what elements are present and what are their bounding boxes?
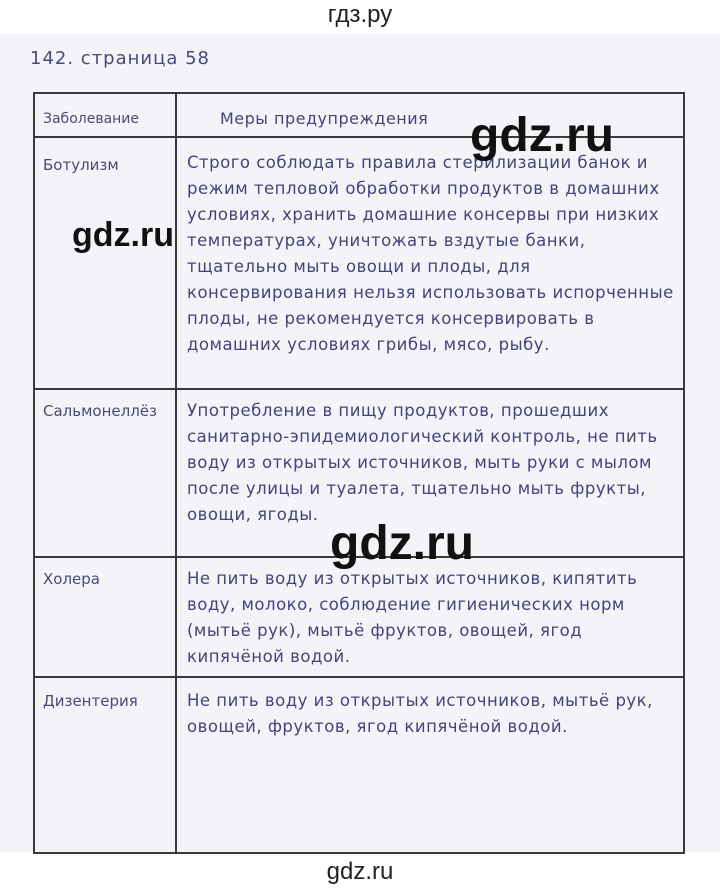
measures-cell: Употребление в пищу продуктов, прошедших санитарно-эпидемиологический контроль, не пить воду из открытых источников, мыть руки с мылом после улицы и туалета, тщательно мыть фрукты, овощи, ягоды. xyxy=(187,401,658,524)
measures-cell: Строго соблюдать правила стерилизации банок и режим тепловой обработки продуктов в домашних условиях, хранить домашние консервы при низких температурах, уничтожать вздутые банки, тщательно мыть овощи и плоды, для консервирования нельзя использовать испорченные плоды, не рекомендуется консервировать в домашних условиях грибы, мясо, рыбу. xyxy=(187,153,674,354)
page-heading: 142. страница 58 xyxy=(30,48,211,69)
measures-cell: Не пить воду из открытых источников, мытьё рук, овощей, фруктов, ягод кипячёной водой. xyxy=(187,691,653,736)
site-footer-label: gdz.ru xyxy=(326,858,394,885)
disease-cell: Ботулизм xyxy=(43,156,119,174)
header-measures: Меры предупреждения xyxy=(220,109,429,128)
row-divider xyxy=(35,388,683,390)
column-divider xyxy=(175,94,177,852)
watermark: gdz.ru xyxy=(330,517,474,570)
prevention-table xyxy=(33,92,685,854)
measures-cell: Не пить воду из открытых источников, кипятить воду, молоко, соблюдение гигиенических норм (мытьё рук), мытьё фруктов, овощей, ягод кипячёной водой. xyxy=(187,569,638,666)
disease-cell: Сальмонеллёз xyxy=(43,402,158,420)
disease-cell: Дизентерия xyxy=(43,692,138,710)
site-header-label: гдз.ру xyxy=(327,1,393,28)
watermark: gdz.ru xyxy=(470,109,614,162)
watermark: gdz.ru xyxy=(72,216,174,254)
header-disease: Заболевание xyxy=(43,111,140,127)
row-divider xyxy=(35,676,683,678)
disease-cell: Холера xyxy=(43,570,100,588)
